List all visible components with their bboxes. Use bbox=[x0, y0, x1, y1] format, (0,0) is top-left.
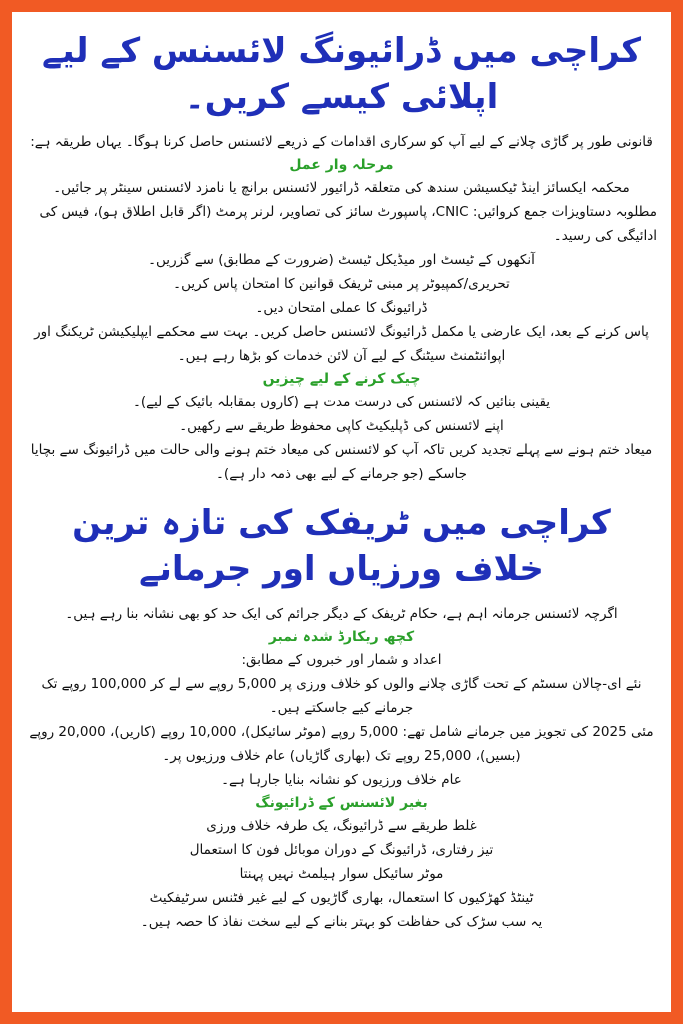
step-item: پاس کرنے کے بعد، ایک عارضی یا مکمل ڈرائیونگ لائسنس حاصل کریں۔ بہت سے محکمے ایپلیکیشن ٹریکنگ اور اپوائنٹمنٹ سیٹنگ کے لیے آن لائن خدمات کو بڑھا رہے ہیں۔ bbox=[34, 324, 649, 364]
license-apply-title: کراچی میں ڈرائیونگ لائسنس کے لیے اپلائی کیسے کریں۔ bbox=[42, 31, 641, 117]
step-item: آنکھوں کے ٹیسٹ اور میڈیکل ٹیسٹ (ضرورت کے مطابق) سے گزریں۔ bbox=[148, 252, 535, 268]
violation-item: غلط طریقے سے ڈرائیونگ، یک طرفہ خلاف ورزی bbox=[206, 818, 477, 834]
no-license-heading: بغیر لائسنس کے ڈرائیونگ bbox=[255, 795, 428, 811]
step-item: محکمہ ایکسائز اینڈ ٹیکسیشن سندھ کی متعلقہ ڈرائیور لائسنس برانچ یا نامزد لائسنس سینٹر پر جائیں۔ bbox=[53, 180, 630, 196]
violation-item: موٹر سائیکل سوار ہیلمٹ نہیں پہنتا bbox=[239, 866, 444, 882]
records-heading: کچھ ریکارڈ شدہ نمبر bbox=[268, 629, 415, 645]
step-item: ڈرائیونگ کا عملی امتحان دیں۔ bbox=[255, 300, 428, 316]
record-item: نئے ای-چالان سسٹم کے تحت گاڑی چلانے والوں کو خلاف ورزی پر 5,000 روپے سے لے کر 100,000 روپے تک جرمانے کیے جاسکتے ہیں۔ bbox=[41, 676, 642, 716]
checklist-heading: چیک کرنے کے لیے چیزیں bbox=[262, 371, 421, 387]
record-item: مئی 2025 کی تجویز میں جرمانے شامل تھے: 5,000 روپے (موٹر سائیکل)، 10,000 روپے (کاریں)، 20,000 روپے (بسیں)، 25,000 روپے تک (بھاری گاڑیاں) عام خلاف ورزیوں پر۔ bbox=[29, 724, 654, 764]
step-item: تحریری/کمپیوٹر پر مبنی ٹریفک قوانین کا امتحان پاس کریں۔ bbox=[173, 276, 510, 292]
license-intro-text: قانونی طور پر گاڑی چلانے کے لیے آپ کو سرکاری اقدامات کے ذریعے لائسنس حاصل کرنا ہوگا۔ یہاں طریقہ ہے: bbox=[30, 134, 653, 150]
checklist-item: میعاد ختم ہونے سے پہلے تجدید کریں تاکہ آپ کو لائسنس کی میعاد ختم ہونے والی حالت میں ڈرائیونگ سے بچایا جاسکے (جو جرمانے کے لیے بھی ذمہ دار ہے)۔ bbox=[30, 442, 653, 482]
checklist-item: یقینی بنائیں کہ لائسنس کی درست مدت ہے (کاروں بمقابلہ بائیک کے لیے)۔ bbox=[132, 394, 551, 410]
violation-item: تیز رفتاری، ڈرائیونگ کے دوران موبائل فون کا استعمال bbox=[189, 842, 494, 858]
article-frame bbox=[12, 12, 671, 1012]
traffic-violations-title: کراچی میں ٹریفک کی تازہ ترین خلاف ورزیاں اور جرمانے bbox=[72, 503, 611, 589]
checklist-item: اپنے لائسنس کی ڈپلیکیٹ کاپی محفوظ طریقے سے رکھیں۔ bbox=[179, 418, 504, 434]
violations-intro-text: اگرچہ لائسنس جرمانہ اہم ہے، حکام ٹریفک کے دیگر جرائم کی ایک حد کو بھی نشانہ بنا رہے ہیں۔ bbox=[65, 606, 618, 622]
violation-item: ٹینٹڈ کھڑکیوں کا استعمال، بھاری گاڑیوں کے لیے غیر فٹنس سرٹیفکیٹ bbox=[149, 890, 534, 906]
violation-item: یہ سب سڑک کی حفاظت کو بہتر بنانے کے لیے سخت نفاذ کا حصہ ہیں۔ bbox=[140, 914, 543, 930]
steps-heading: مرحلہ وار عمل bbox=[289, 157, 394, 173]
record-item: عام خلاف ورزیوں کو نشانہ بنایا جارہا ہے۔ bbox=[221, 772, 462, 788]
records-intro-text: اعداد و شمار اور خبروں کے مطابق: bbox=[241, 652, 442, 668]
step-item: مطلوبہ دستاویزات جمع کروائیں: CNIC، پاسپورٹ سائز کی تصاویر، لرنر پرمٹ (اگر قابل اطلاق ہو)، فیس کی ادائیگی کی رسید۔ bbox=[39, 204, 657, 244]
article-content bbox=[26, 28, 657, 934]
